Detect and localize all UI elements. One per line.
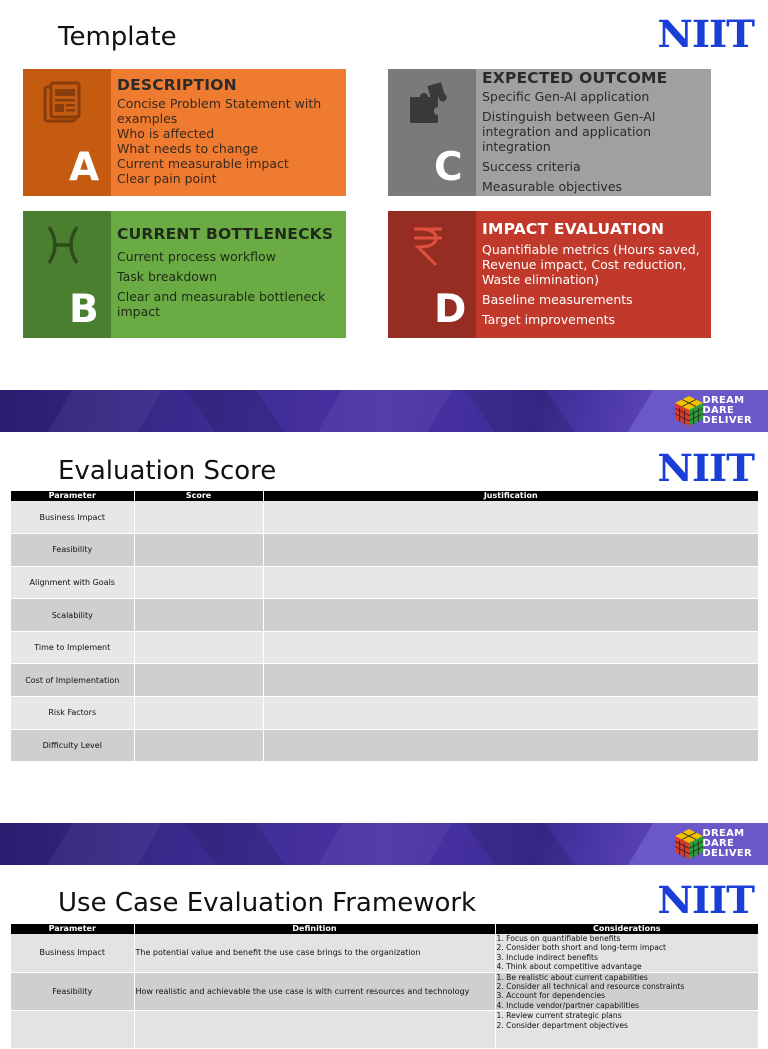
param-cell bbox=[11, 1011, 134, 1049]
score-cell[interactable] bbox=[134, 697, 263, 730]
consideration-item: 2. Consider both short and long-term impact bbox=[496, 943, 667, 953]
header-justification: Justification bbox=[263, 491, 758, 501]
considerations-cell bbox=[495, 972, 758, 1011]
score-cell[interactable] bbox=[134, 534, 263, 567]
card-description-line: Who is affected bbox=[117, 126, 215, 141]
framework-table bbox=[11, 924, 758, 1049]
rubik-cube-icon bbox=[672, 394, 706, 428]
definition-cell: How realistic and achievable the use case is with current resources and technology bbox=[134, 972, 495, 1011]
table-row bbox=[11, 729, 758, 762]
tagline-deliver: DELIVER bbox=[702, 848, 752, 859]
consideration-item: 3. Include indirect benefits bbox=[496, 952, 598, 962]
card-description-line: Current measurable impact bbox=[117, 156, 289, 171]
score-cell[interactable] bbox=[134, 729, 263, 762]
card-outcome-line: Measurable objectives bbox=[482, 179, 623, 194]
slide3-title: Use Case Evaluation Framework bbox=[58, 888, 477, 918]
consideration-item: 1. Review current strategic plans bbox=[496, 1011, 622, 1021]
card-bottlenecks-line: Current process workflow bbox=[117, 249, 276, 264]
card-bottlenecks bbox=[23, 211, 346, 338]
justification-cell[interactable] bbox=[263, 501, 758, 534]
justification-cell[interactable] bbox=[263, 697, 758, 730]
card-impact-line: Baseline measurements bbox=[482, 292, 633, 307]
param-cell: Cost of Implementation bbox=[11, 664, 134, 697]
rubik-cube-icon bbox=[672, 827, 706, 861]
table-row bbox=[11, 599, 758, 632]
score-cell[interactable] bbox=[134, 501, 263, 534]
param-cell: Alignment with Goals bbox=[11, 566, 134, 599]
justification-cell[interactable] bbox=[263, 631, 758, 664]
justification-cell[interactable] bbox=[263, 729, 758, 762]
niit-logo: NIIT bbox=[657, 446, 754, 490]
card-outcome-line: Specific Gen-AI application bbox=[482, 89, 650, 104]
table-row bbox=[11, 934, 758, 972]
document-icon bbox=[41, 81, 85, 125]
table-row bbox=[11, 697, 758, 730]
card-letter-d: D bbox=[434, 287, 467, 332]
header-parameter: Parameter bbox=[11, 491, 134, 501]
tagline-dream: DREAM bbox=[702, 828, 745, 839]
pisces-icon bbox=[41, 223, 85, 267]
score-cell[interactable] bbox=[134, 599, 263, 632]
card-impact-heading: IMPACT EVALUATION bbox=[482, 220, 665, 238]
definition-cell bbox=[134, 1011, 495, 1049]
consideration-item: 4. Include vendor/partner capabilities bbox=[496, 1000, 640, 1010]
table-row bbox=[11, 501, 758, 534]
banner-tagline bbox=[702, 396, 752, 426]
score-cell[interactable] bbox=[134, 664, 263, 697]
card-bottlenecks-line: Task breakdown bbox=[117, 269, 218, 284]
param-cell: Business Impact bbox=[11, 501, 134, 534]
card-bottlenecks-side bbox=[23, 211, 111, 338]
card-impact-evaluation bbox=[388, 211, 711, 338]
table-row bbox=[11, 1011, 758, 1049]
table-row bbox=[11, 566, 758, 599]
card-description-line: Clear pain point bbox=[117, 171, 217, 186]
card-description-line: What needs to change bbox=[117, 141, 259, 156]
considerations-cell bbox=[495, 1011, 758, 1049]
footer-banner bbox=[0, 390, 768, 432]
card-impact-side bbox=[388, 211, 476, 338]
consideration-item: 3. Account for dependencies bbox=[496, 991, 606, 1001]
card-bottlenecks-line: Clear and measurable bottleneck impact bbox=[117, 289, 326, 319]
param-cell: Business Impact bbox=[11, 934, 134, 972]
table-row bbox=[11, 534, 758, 567]
justification-cell[interactable] bbox=[263, 566, 758, 599]
param-cell: Feasibility bbox=[11, 972, 134, 1011]
param-cell: Risk Factors bbox=[11, 697, 134, 730]
card-outcome-line: Distinguish between Gen-AI integration and application integration bbox=[482, 109, 656, 154]
definition-cell: The potential value and benefit the use case brings to the organization bbox=[134, 934, 495, 972]
score-cell[interactable] bbox=[134, 631, 263, 664]
rupee-icon bbox=[406, 223, 450, 267]
card-expected-outcome bbox=[388, 69, 711, 196]
justification-cell[interactable] bbox=[263, 664, 758, 697]
header-parameter: Parameter bbox=[11, 924, 134, 934]
header-score: Score bbox=[134, 491, 263, 501]
header-considerations: Considerations bbox=[495, 924, 758, 934]
justification-cell[interactable] bbox=[263, 534, 758, 567]
card-letter-c: C bbox=[434, 145, 463, 190]
header-definition: Definition bbox=[134, 924, 495, 934]
tagline-dare: DARE bbox=[702, 405, 735, 416]
tagline-dream: DREAM bbox=[702, 395, 745, 406]
consideration-item: 4. Think about competitive advantage bbox=[496, 962, 642, 972]
niit-logo: NIIT bbox=[657, 878, 754, 922]
card-description-side bbox=[23, 69, 111, 196]
consideration-item: 1. Be realistic about current capabilities bbox=[496, 972, 648, 982]
consideration-item: 2. Consider all technical and resource constraints bbox=[496, 982, 685, 992]
banner-tagline bbox=[702, 829, 752, 859]
card-description bbox=[23, 69, 346, 196]
niit-logo: NIIT bbox=[657, 12, 754, 56]
card-impact-line: Quantifiable metrics (Hours saved, Revenue impact, Cost reduction, Waste elimination) bbox=[482, 242, 700, 287]
consideration-item: 2. Consider department objectives bbox=[496, 1020, 628, 1030]
justification-cell[interactable] bbox=[263, 599, 758, 632]
param-cell: Feasibility bbox=[11, 534, 134, 567]
tagline-dare: DARE bbox=[702, 838, 735, 849]
card-outcome-side bbox=[388, 69, 476, 196]
evaluation-score-table bbox=[11, 491, 758, 762]
consideration-item: 1. Focus on quantifiable benefits bbox=[496, 934, 621, 943]
card-description-heading: DESCRIPTION bbox=[117, 76, 237, 94]
card-description-line: Concise Problem Statement with examples bbox=[117, 96, 322, 126]
card-outcome-line: Success criteria bbox=[482, 159, 581, 174]
table-row bbox=[11, 631, 758, 664]
slide2-title: Evaluation Score bbox=[58, 456, 277, 486]
considerations-cell bbox=[495, 934, 758, 972]
table-row bbox=[11, 972, 758, 1011]
card-outcome-heading: EXPECTED OUTCOME bbox=[482, 69, 668, 87]
puzzle-icon bbox=[406, 81, 450, 125]
card-impact-line: Target improvements bbox=[482, 312, 616, 327]
footer-banner bbox=[0, 823, 768, 865]
param-cell: Time to Implement bbox=[11, 631, 134, 664]
tagline-deliver: DELIVER bbox=[702, 415, 752, 426]
slide1-title: Template bbox=[58, 22, 177, 52]
score-cell[interactable] bbox=[134, 566, 263, 599]
param-cell: Scalability bbox=[11, 599, 134, 632]
card-letter-b: B bbox=[69, 287, 99, 332]
card-letter-a: A bbox=[69, 145, 100, 190]
table-row bbox=[11, 664, 758, 697]
param-cell: Difficulty Level bbox=[11, 729, 134, 762]
card-bottlenecks-heading: CURRENT BOTTLENECKS bbox=[117, 225, 334, 243]
